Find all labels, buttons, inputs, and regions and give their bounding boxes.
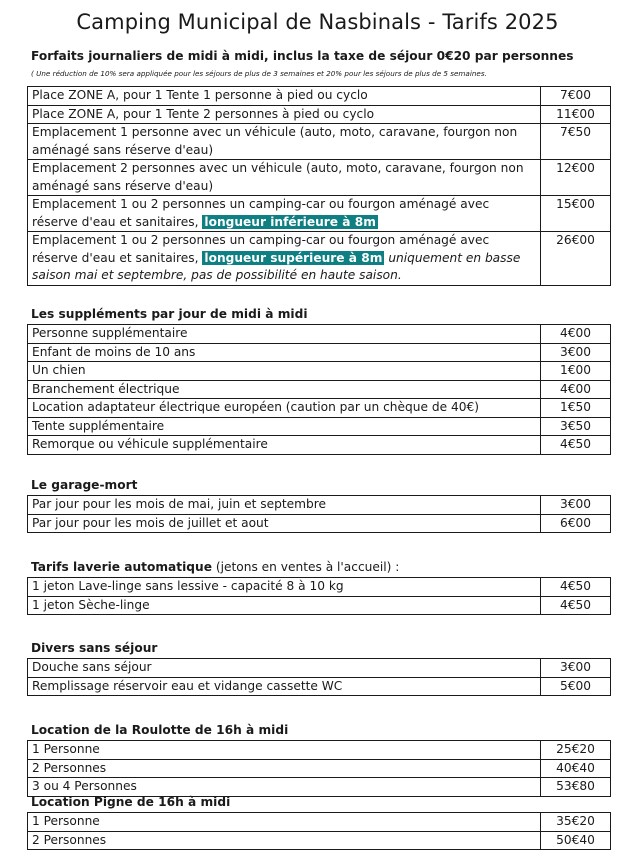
row-price: 12€00 <box>541 160 611 196</box>
laverie-table <box>27 577 611 615</box>
garage-heading: Le garage-mort <box>31 478 138 492</box>
row-description: 1 jeton Sèche-linge <box>28 596 541 615</box>
table-row <box>28 759 611 778</box>
row-price: 35€20 <box>541 813 611 832</box>
table-row <box>28 105 611 124</box>
divers-heading: Divers sans séjour <box>31 641 158 655</box>
row-description: Personne supplémentaire <box>28 325 541 344</box>
table-row <box>28 831 611 850</box>
table-row <box>28 232 611 286</box>
row-price: 3€50 <box>541 417 611 436</box>
supplements-heading: Les suppléments par jour de midi à midi <box>31 307 308 321</box>
row-description: 2 Personnes <box>28 759 541 778</box>
row-description: Location adaptateur électrique européen (caution par un chèque de 40€) <box>28 399 541 418</box>
table-row <box>28 380 611 399</box>
forfaits-heading: Forfaits journaliers de midi à midi, inclus la taxe de séjour 0€20 par personnes <box>31 49 574 63</box>
row-price: 53€80 <box>541 778 611 797</box>
garage-table <box>27 495 611 533</box>
laverie-heading-note: (jetons en ventes à l'accueil) : <box>211 560 400 574</box>
row-price: 1€00 <box>541 362 611 381</box>
row-price: 4€50 <box>541 578 611 597</box>
pigne-table <box>27 812 611 850</box>
laverie-heading <box>31 560 399 574</box>
roulotte-heading: Location de la Roulotte de 16h à midi <box>31 723 289 737</box>
row-description: 3 ou 4 Personnes <box>28 778 541 797</box>
table-row <box>28 813 611 832</box>
row-description: Remorque ou véhicule supplémentaire <box>28 436 541 455</box>
table-row <box>28 778 611 797</box>
row-description: Place ZONE A, pour 1 Tente 1 personne à pied ou cyclo <box>28 87 541 106</box>
table-row <box>28 596 611 615</box>
forfaits-table <box>27 86 611 286</box>
row-price: 40€40 <box>541 759 611 778</box>
table-row <box>28 343 611 362</box>
table-row <box>28 160 611 196</box>
row-price: 7€00 <box>541 87 611 106</box>
table-row <box>28 325 611 344</box>
table-row <box>28 496 611 515</box>
row-description <box>28 196 541 232</box>
row-price: 6€00 <box>541 514 611 533</box>
row-price: 3€00 <box>541 496 611 515</box>
table-row <box>28 196 611 232</box>
table-row <box>28 362 611 381</box>
row-price: 11€00 <box>541 105 611 124</box>
row-price: 5€00 <box>541 677 611 696</box>
row-price: 1€50 <box>541 399 611 418</box>
pigne-heading: Location Pigne de 16h à midi <box>31 795 231 809</box>
row-description: Emplacement 1 personne avec un véhicule (auto, moto, caravane, fourgon non aménagé sans réserve d'eau) <box>28 124 541 160</box>
row-price: 15€00 <box>541 196 611 232</box>
row-description: 2 Personnes <box>28 831 541 850</box>
row-description: Emplacement 2 personnes avec un véhicule (auto, moto, caravane, fourgon non aménagé sans réserve d'eau) <box>28 160 541 196</box>
table-row <box>28 399 611 418</box>
row-description-text: Emplacement 1 ou 2 personnes un camping-car ou fourgon aménagé avec réserve d'eau et sanitaires, <box>32 233 490 265</box>
table-row <box>28 514 611 533</box>
length-highlight: longueur inférieure à 8m <box>204 214 376 229</box>
table-row <box>28 659 611 678</box>
row-price: 26€00 <box>541 232 611 286</box>
row-price: 25€20 <box>541 741 611 760</box>
supplements-table <box>27 324 611 455</box>
table-row <box>28 578 611 597</box>
season-note: uniquement en basse saison mai et septembre, pas de possibilité en haute saison. <box>32 250 521 282</box>
table-row <box>28 87 611 106</box>
laverie-heading-label: Tarifs laverie automatique <box>31 560 212 574</box>
reduction-note: ( Une réduction de 10% sera appliquée pour les séjours de plus de 3 semaines et 20% pour les séjours de plus de 5 semaines. <box>31 69 487 78</box>
row-description <box>28 232 541 286</box>
row-price: 3€00 <box>541 659 611 678</box>
row-description: 1 Personne <box>28 741 541 760</box>
row-description-text: Emplacement 1 ou 2 personnes un camping-car ou fourgon aménagé avec réserve d'eau et sanitaires, <box>32 197 490 229</box>
row-description: Tente supplémentaire <box>28 417 541 436</box>
row-description: Remplissage réservoir eau et vidange cassette WC <box>28 677 541 696</box>
row-price: 7€50 <box>541 124 611 160</box>
roulotte-table <box>27 740 611 797</box>
row-price: 4€50 <box>541 596 611 615</box>
row-price: 4€50 <box>541 436 611 455</box>
table-row <box>28 124 611 160</box>
row-price: 4€00 <box>541 325 611 344</box>
row-price: 4€00 <box>541 380 611 399</box>
length-highlight: longueur supérieure à 8m <box>204 250 383 265</box>
table-row <box>28 677 611 696</box>
row-description: 1 jeton Lave-linge sans lessive - capacité 8 à 10 kg <box>28 578 541 597</box>
row-description: 1 Personne <box>28 813 541 832</box>
row-price: 50€40 <box>541 831 611 850</box>
row-price: 3€00 <box>541 343 611 362</box>
table-row <box>28 436 611 455</box>
table-row <box>28 417 611 436</box>
page-title: Camping Municipal de Nasbinals - Tarifs 2025 <box>76 10 559 34</box>
row-description: Douche sans séjour <box>28 659 541 678</box>
table-row <box>28 741 611 760</box>
divers-table <box>27 658 611 696</box>
row-description: Par jour pour les mois de mai, juin et septembre <box>28 496 541 515</box>
row-description: Place ZONE A, pour 1 Tente 2 personnes à pied ou cyclo <box>28 105 541 124</box>
row-description: Un chien <box>28 362 541 381</box>
row-description: Branchement électrique <box>28 380 541 399</box>
row-description: Enfant de moins de 10 ans <box>28 343 541 362</box>
row-description: Par jour pour les mois de juillet et aout <box>28 514 541 533</box>
